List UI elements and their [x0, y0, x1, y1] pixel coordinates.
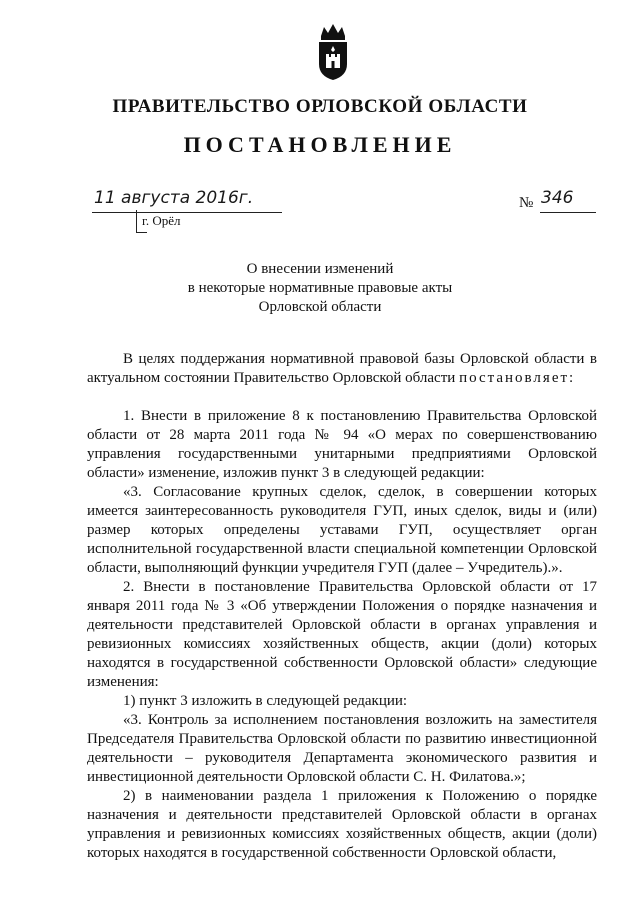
document-body — [87, 350, 597, 863]
orel-coat-of-arms-icon — [315, 22, 351, 82]
paragraph-1-quote: «3. Согласование крупных сделок, сделок, в совершении которых имеется заинтересованность руководителя ГУП, иных сделок, виды и (или) размер которых определены уставами ГУП, осуществляет орган исполнительной государственной власти специальной компетенции Орловской области, выполняющий функции учредителя ГУП (далее – Учредитель).». — [87, 484, 597, 576]
paragraph-2-item-1-quote: «3. Контроль за исполнением постановления возложить на заместителя Председателя Правительства Орловской области по развитию инвестиционной деятельности – руководителя Департамента экономического развития и инвестиционной деятельности Орловской области С. Н. Филатова.»; — [87, 712, 597, 785]
paragraph-2: 2. Внести в постановление Правительства Орловской области от 17 января 2011 года № 3 «Об утверждении Положения о порядке назначения и деятельности представителей Орловской области в органах управления и ревизионных комиссиях хозяйственных обществ, акции (доли) которых находятся в государственной собственности Орловской области» следующие изменения: — [87, 579, 597, 690]
document-type: ПОСТАНОВЛЕНИЕ — [183, 132, 457, 157]
handwritten-number: 346 — [541, 188, 574, 208]
handwritten-date: 11 августа 2016г. — [94, 188, 254, 208]
preamble-paragraph — [87, 350, 597, 388]
number-sign: № — [519, 195, 534, 211]
subject-line: Орловской области — [258, 299, 382, 315]
preamble-decree-word: постановляет: — [459, 370, 576, 386]
preamble-text: В целях поддержания нормативной правовой базы Орловской области в актуальном состоянии Правительство Орловской области — [87, 351, 597, 386]
document-subject — [0, 260, 640, 317]
paragraph-2-item-1: 1) пункт 3 изложить в следующей редакции: — [123, 693, 408, 709]
paragraph-gap — [87, 388, 597, 407]
paragraph-2-item-2: 2) в наименовании раздела 1 приложения к Положению о порядке назначения и деятельности представителей Орловской области в органах управления и ревизионных комиссиях хозяйственных обществ, акции (доли) которых находятся в государственной собственности Орловской области, — [87, 788, 597, 861]
city-label: г. Орёл — [142, 213, 181, 228]
subject-line: в некоторые нормативные правовые акты — [187, 280, 453, 296]
government-title: ПРАВИТЕЛЬСТВО ОРЛОВСКОЙ ОБЛАСТИ — [112, 96, 528, 117]
subject-line: О внесении изменений — [246, 261, 394, 277]
paragraph-1: 1. Внести в приложение 8 к постановлению Правительства Орловской области от 28 марта 2011 года № 94 «О мерах по совершенствованию управления государственными унитарными предприятиями Орловской области» изменение, изложив пункт 3 в следующей редакции: — [87, 408, 597, 481]
